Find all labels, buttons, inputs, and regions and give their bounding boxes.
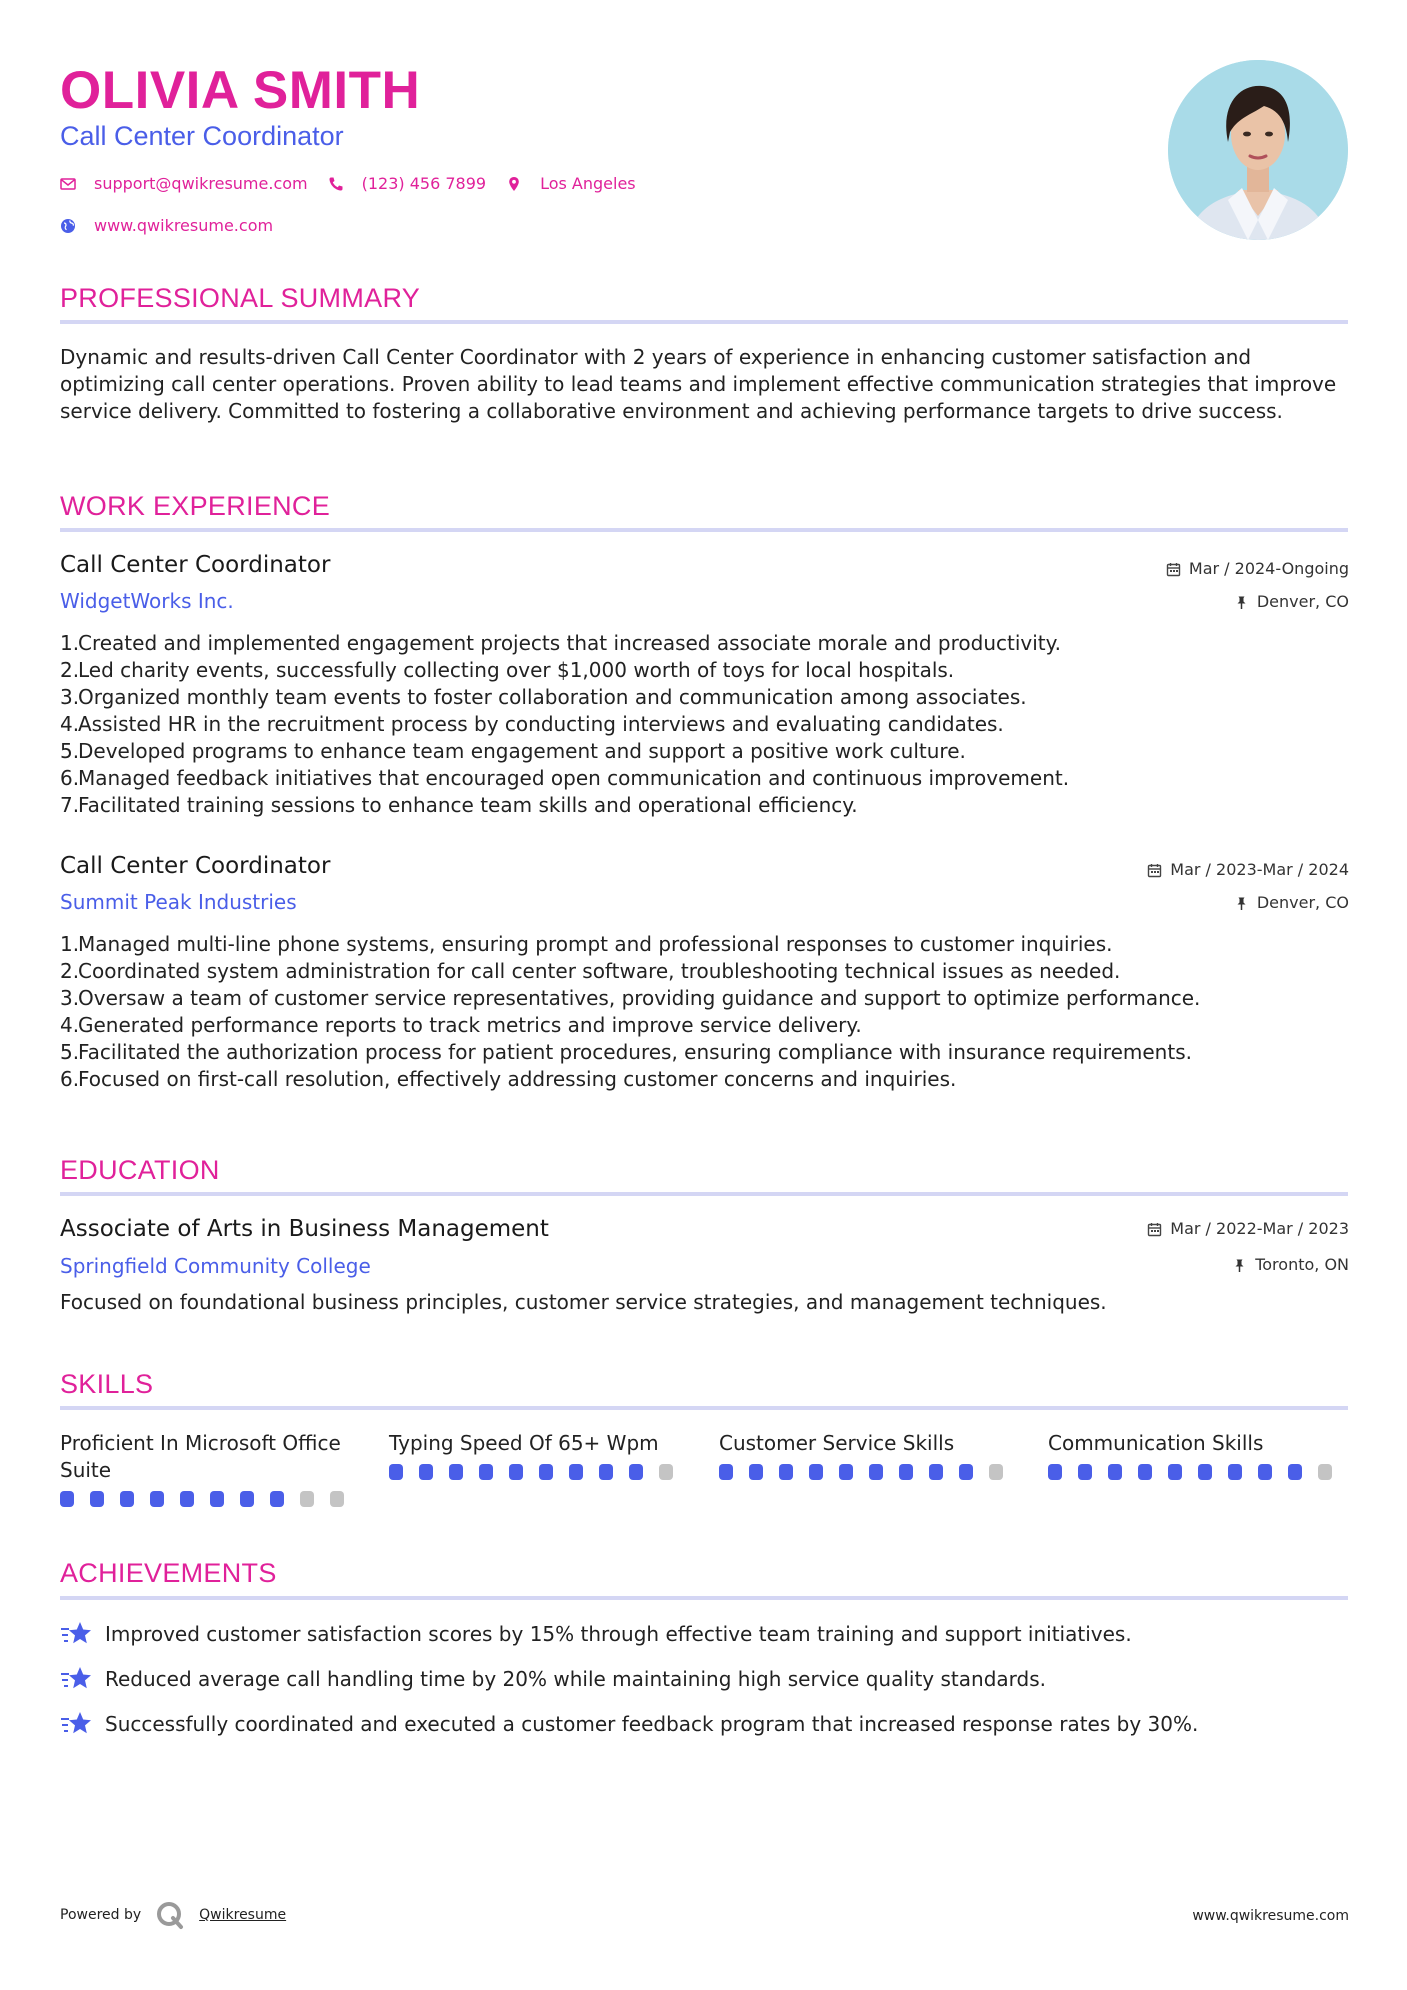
- rating-dot-filled: [1048, 1464, 1062, 1480]
- rating-dot-filled: [240, 1491, 254, 1507]
- contact-website[interactable]: [60, 216, 273, 236]
- job-dates-text: Mar / 2023-Mar / 2024: [1170, 860, 1349, 879]
- rating-dot-filled: [270, 1491, 284, 1507]
- rating-dot-filled: [779, 1464, 793, 1480]
- achievement-text: Reduced average call handling time by 20% while maintaining high service quality standards.: [105, 1666, 1046, 1691]
- list-item: 2. Led charity events, successfully collecting over $1,000 worth of toys for local hospitals.: [60, 658, 955, 682]
- rating-dot-filled: [509, 1464, 523, 1480]
- list-item: 4. Generated performance reports to track metrics and improve service delivery.: [60, 1013, 862, 1037]
- powered-by-text: Powered by: [60, 1907, 142, 1923]
- rating-dot-filled: [1138, 1464, 1152, 1480]
- rating-dot-filled: [389, 1464, 403, 1480]
- experience-heading: WORK EXPERIENCE: [60, 491, 331, 521]
- rating-dot-filled: [1288, 1464, 1302, 1480]
- list-item: 5. Developed programs to enhance team engagement and support a positive work culture.: [60, 739, 966, 763]
- pin-icon: [1234, 595, 1249, 610]
- education-dates-text: Mar / 2022-Mar / 2023: [1170, 1219, 1349, 1238]
- brand-link[interactable]: Qwikresume: [199, 1907, 287, 1923]
- job-responsibilities: [60, 630, 1350, 819]
- qwikresume-logo-icon: [155, 1900, 185, 1930]
- list-item: 1. Created and implemented engagement projects that increased associate morale and productivity.: [60, 631, 1061, 655]
- envelope-icon: [60, 176, 76, 192]
- candidate-role: Call Center Coordinator: [60, 121, 344, 151]
- calendar-icon: [1147, 863, 1162, 878]
- rating-dot-filled: [869, 1464, 883, 1480]
- contact-row-primary: [60, 174, 656, 194]
- job-responsibilities: [60, 931, 1350, 1093]
- job-dates: [1166, 559, 1349, 579]
- summary-heading: PROFESSIONAL SUMMARY: [60, 283, 421, 313]
- profile-photo: [1168, 60, 1348, 240]
- rating-dot-filled: [120, 1491, 134, 1507]
- skill-rating: [389, 1464, 689, 1480]
- pin-icon: [1234, 896, 1249, 911]
- job-location: [1234, 592, 1349, 612]
- job-dates-text: Mar / 2024-Ongoing: [1188, 559, 1349, 578]
- skill-item: [719, 1430, 1019, 1480]
- education-location: [1232, 1255, 1349, 1275]
- education-heading: EDUCATION: [60, 1155, 220, 1185]
- rating-dot-filled: [1108, 1464, 1122, 1480]
- summary-divider: [60, 320, 1348, 324]
- list-item: 7. Facilitated training sessions to enhance team skills and operational efficiency.: [60, 793, 858, 817]
- skills-divider: [60, 1406, 1348, 1410]
- degree-title: Associate of Arts in Business Management: [60, 1216, 549, 1242]
- footer-powered-by: [60, 1900, 286, 1930]
- rating-dot-filled: [1078, 1464, 1092, 1480]
- rating-dot-filled: [1198, 1464, 1212, 1480]
- achievement-item: [60, 1620, 1132, 1648]
- contact-phone[interactable]: [328, 174, 486, 194]
- achievement-text: Successfully coordinated and executed a customer feedback program that increased response rates by 30%.: [105, 1711, 1199, 1736]
- school-name: Springfield Community College: [60, 1254, 371, 1278]
- star-icon: [60, 1710, 92, 1738]
- skill-name: Typing Speed Of 65+ Wpm: [389, 1431, 659, 1455]
- globe-icon: [60, 218, 76, 234]
- job-location: [1234, 893, 1349, 913]
- contact-location: [506, 174, 636, 194]
- skills-heading: SKILLS: [60, 1369, 154, 1399]
- education-divider: [60, 1192, 1348, 1196]
- candidate-name: OLIVIA SMITH: [60, 61, 421, 120]
- rating-dot-filled: [1228, 1464, 1242, 1480]
- list-item: 1. Managed multi-line phone systems, ensuring prompt and professional responses to customer inquiries.: [60, 932, 1113, 956]
- phone-icon: [328, 176, 344, 192]
- job-location-text: Denver, CO: [1256, 592, 1349, 611]
- rating-dot-filled: [899, 1464, 913, 1480]
- job-company: Summit Peak Industries: [60, 890, 297, 914]
- rating-dot-filled: [210, 1491, 224, 1507]
- list-item: 5. Facilitated the authorization process for patient procedures, ensuring compliance with insurance requirements.: [60, 1040, 1192, 1064]
- contact-row-secondary: [60, 216, 293, 236]
- star-icon: [60, 1665, 92, 1693]
- rating-dot-filled: [180, 1491, 194, 1507]
- achievement-item: [60, 1710, 1198, 1738]
- rating-dot-filled: [449, 1464, 463, 1480]
- skill-name: Proficient In Microsoft Office Suite: [60, 1431, 341, 1482]
- education-location-text: Toronto, ON: [1255, 1255, 1349, 1274]
- list-item: 3. Oversaw a team of customer service representatives, providing guidance and support to optimize performance.: [60, 986, 1201, 1010]
- rating-dot-filled: [749, 1464, 763, 1480]
- skill-item: [60, 1430, 360, 1507]
- star-icon: [60, 1620, 92, 1648]
- rating-dot-filled: [809, 1464, 823, 1480]
- rating-dot-empty: [1318, 1464, 1332, 1480]
- job-company: WidgetWorks Inc.: [60, 589, 234, 613]
- rating-dot-filled: [90, 1491, 104, 1507]
- contact-email[interactable]: [60, 174, 308, 194]
- skill-item: [389, 1430, 689, 1480]
- location-text: Los Angeles: [540, 174, 636, 193]
- achievement-text: Improved customer satisfaction scores by 15% through effective team training and support initiatives.: [105, 1621, 1132, 1646]
- achievements-heading: ACHIEVEMENTS: [60, 1558, 277, 1588]
- footer-website[interactable]: www.qwikresume.com: [1192, 1908, 1349, 1924]
- list-item: 2. Coordinated system administration for call center software, troubleshooting technical issues as needed.: [60, 959, 1121, 983]
- rating-dot-filled: [959, 1464, 973, 1480]
- skill-rating: [60, 1491, 360, 1507]
- skill-item: [1048, 1430, 1348, 1480]
- rating-dot-filled: [1258, 1464, 1272, 1480]
- rating-dot-filled: [60, 1491, 74, 1507]
- map-pin-icon: [506, 176, 522, 192]
- job-title: Call Center Coordinator: [60, 552, 331, 578]
- rating-dot-filled: [929, 1464, 943, 1480]
- achievement-item: [60, 1665, 1046, 1693]
- pin-icon: [1232, 1258, 1247, 1273]
- education-description: Focused on foundational business principles, customer service strategies, and management techniques.: [60, 1290, 1107, 1314]
- rating-dot-filled: [419, 1464, 433, 1480]
- skill-rating: [719, 1464, 1019, 1480]
- job-title: Call Center Coordinator: [60, 853, 331, 879]
- list-item: 6. Managed feedback initiatives that encouraged open communication and continuous improvement.: [60, 766, 1070, 790]
- phone-text: (123) 456 7899: [361, 174, 487, 193]
- achievements-divider: [60, 1596, 1348, 1600]
- rating-dot-empty: [300, 1491, 314, 1507]
- rating-dot-empty: [659, 1464, 673, 1480]
- job-dates: [1147, 860, 1349, 880]
- rating-dot-filled: [719, 1464, 733, 1480]
- rating-dot-filled: [539, 1464, 553, 1480]
- rating-dot-filled: [599, 1464, 613, 1480]
- calendar-icon: [1166, 562, 1181, 577]
- list-item: 4. Assisted HR in the recruitment process by conducting interviews and evaluating candidates.: [60, 712, 1004, 736]
- education-dates: [1147, 1219, 1349, 1239]
- skill-rating: [1048, 1464, 1348, 1480]
- rating-dot-filled: [479, 1464, 493, 1480]
- calendar-icon: [1147, 1222, 1162, 1237]
- rating-dot-filled: [1168, 1464, 1182, 1480]
- rating-dot-filled: [629, 1464, 643, 1480]
- summary-text: Dynamic and results-driven Call Center Coordinator with 2 years of experience in enhancing customer satisfaction and optimizing call center operations. Proven ability to lead teams and implement effective communication strategies that improve service delivery. Committed to fostering a collaborative environment and achieving performance targets to drive success.: [60, 345, 1337, 423]
- rating-dot-empty: [989, 1464, 1003, 1480]
- list-item: 3. Organized monthly team events to foster collaboration and communication among associates.: [60, 685, 1027, 709]
- rating-dot-empty: [330, 1491, 344, 1507]
- rating-dot-filled: [839, 1464, 853, 1480]
- email-text: support@qwikresume.com: [94, 174, 308, 193]
- experience-divider: [60, 528, 1348, 532]
- website-text: www.qwikresume.com: [94, 216, 274, 235]
- list-item: 6. Focused on first-call resolution, effectively addressing customer concerns and inquiries.: [60, 1067, 957, 1091]
- job-location-text: Denver, CO: [1256, 893, 1349, 912]
- rating-dot-filled: [150, 1491, 164, 1507]
- skill-name: Communication Skills: [1048, 1431, 1264, 1455]
- skill-name: Customer Service Skills: [719, 1431, 955, 1455]
- rating-dot-filled: [569, 1464, 583, 1480]
